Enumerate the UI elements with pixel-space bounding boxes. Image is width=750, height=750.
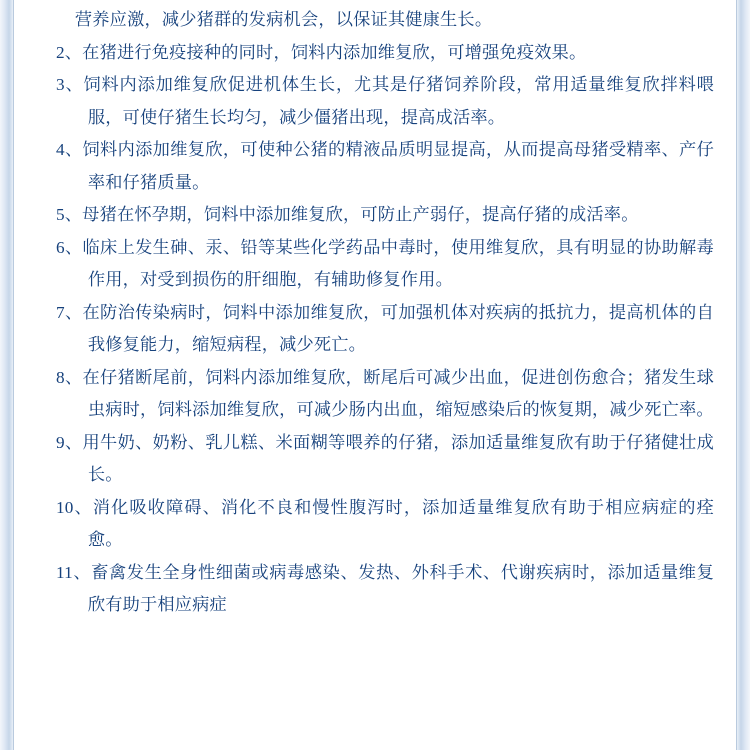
- list-item-2: 2、在猪进行免疫接种的同时，饲料内添加维复欣，可增强免疫效果。: [56, 42, 587, 62]
- page-right-rule: [736, 0, 737, 750]
- list-item-3: 3、饲料内添加维复欣促进机体生长，尤其是仔猪饲养阶段，常用适量维复欣拌料喂服，可使仔猪生长均匀，减少僵猪出现，提高成活率。: [56, 75, 714, 127]
- list-item-8: 8、在仔猪断尾前，饲料内添加维复欣，断尾后可减少出血，促进创伤愈合；猪发生球虫病时，饲料添加维复欣，可减少肠内出血，缩短感染后的恢复期，减少死亡率。: [56, 367, 714, 419]
- list-item-4: 4、饲料内添加维复欣，可使种公猪的精液品质明显提高，从而提高母猪受精率、产仔率和仔猪质量。: [56, 140, 714, 192]
- list-item-7: 7、在防治传染病时，饲料中添加维复欣，可加强机体对疾病的抵抗力，提高机体的自我修复能力，缩短病程，减少死亡。: [56, 302, 714, 354]
- page-left-border: [0, 0, 13, 750]
- page-right-border: [737, 0, 750, 750]
- list-item-11: 11、畜禽发生全身性细菌或病毒感染、发热、外科手术、代谢疾病时，添加适量维复欣有助于相应病症: [56, 562, 714, 614]
- list-item-5: 5、母猪在怀孕期，饲料中添加维复欣，可防止产弱仔，提高仔猪的成活率。: [56, 205, 639, 224]
- document-body: [14, 0, 736, 750]
- list-item-9: 9、用牛奶、奶粉、乳儿糕、米面糊等喂养的仔猪，添加适量维复欣有助于仔猪健壮成长。: [56, 432, 714, 484]
- paragraph-continuation: 营养应激，减少猪群的发病机会，以保证其健康生长。: [74, 10, 493, 29]
- list-item-6: 6、临床上发生砷、汞、铅等某些化学药品中毒时，使用维复欣，具有明显的协助解毒作用，对受到损伤的肝细胞，有辅助修复作用。: [56, 237, 714, 289]
- list-item-10: 10、消化吸收障碍、消化不良和慢性腹泻时，添加适量维复欣有助于相应病症的痊愈。: [56, 497, 714, 549]
